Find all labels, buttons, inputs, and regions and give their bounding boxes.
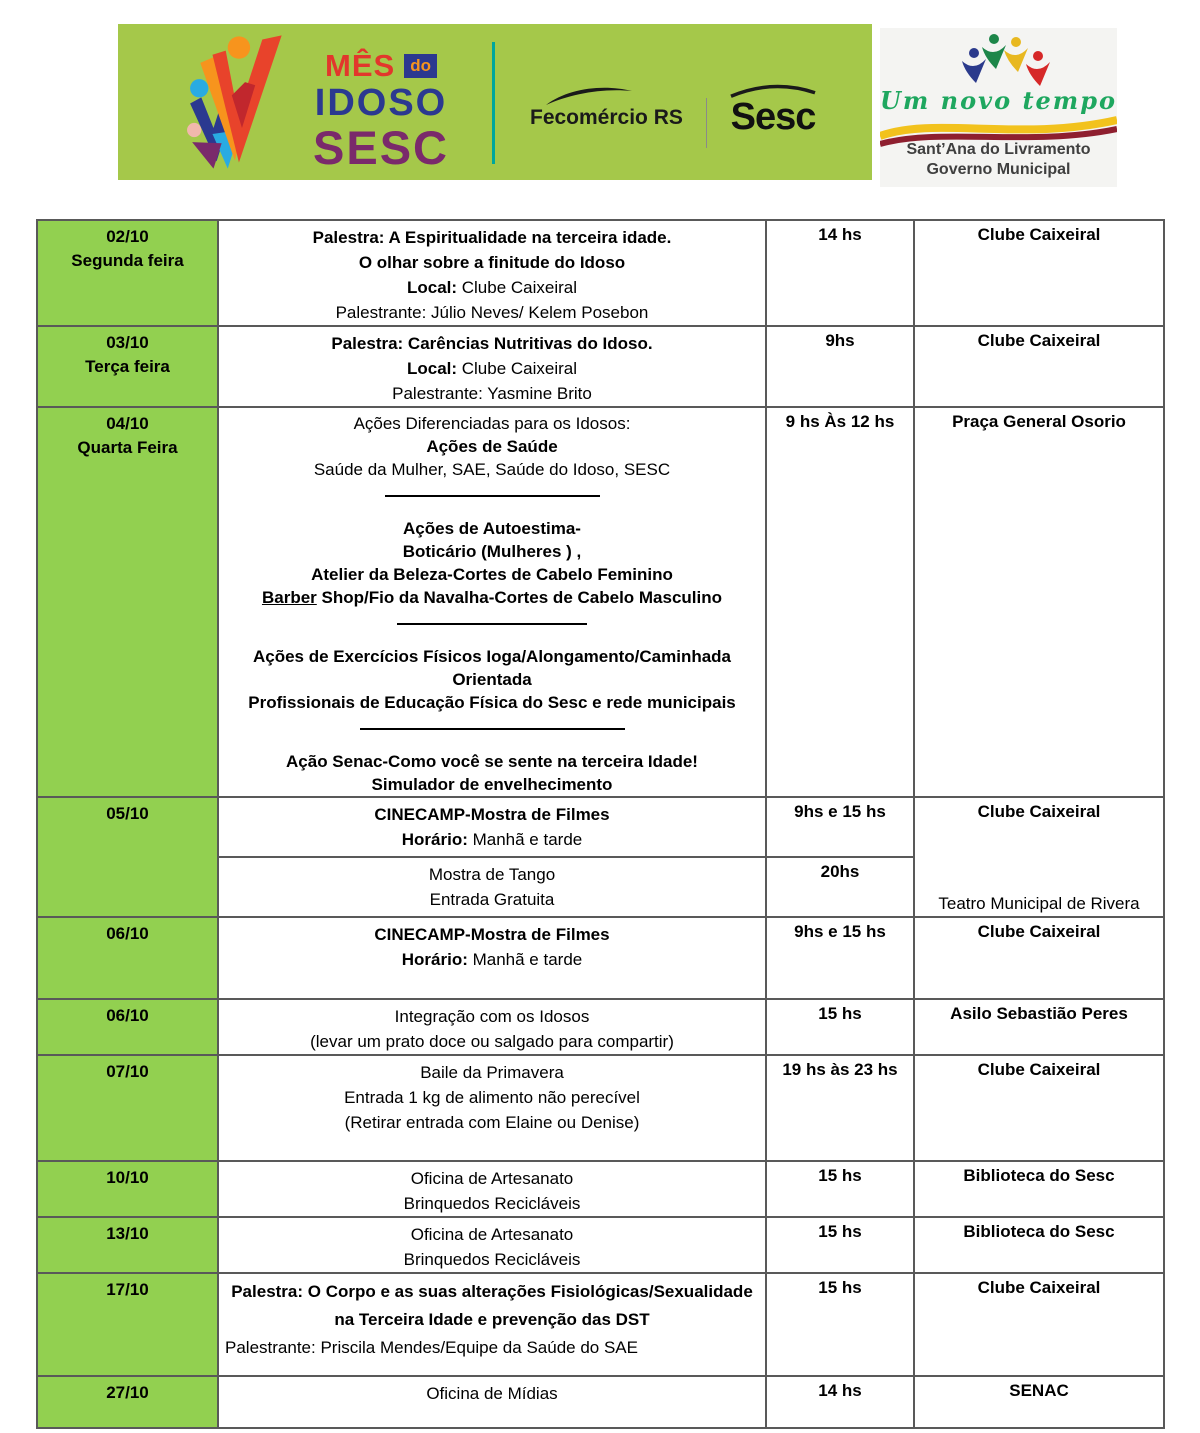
event-detail: Boticário (Mulheres ) , xyxy=(402,542,582,561)
location-secondary: Teatro Municipal de Rivera xyxy=(938,894,1140,913)
logo-separator xyxy=(706,98,707,148)
section-divider xyxy=(385,495,600,507)
event-detail: Barber Shop/Fio da Navalha-Cortes de Cabelo Masculino xyxy=(261,588,723,607)
event-title: Ações de Autoestima- xyxy=(403,519,581,538)
event-detail: Horário: Manhã e tarde xyxy=(401,950,583,969)
event-detail: Local: Clube Caixeiral xyxy=(406,278,578,297)
description-cell xyxy=(218,1217,766,1273)
date-cell: 04/10 Quarta Feira xyxy=(37,407,218,797)
gov-name: Governo Municipal xyxy=(926,161,1071,178)
date-cell: 03/10 Terça feira xyxy=(37,326,218,407)
city-name: Sant’Ana do Livramento xyxy=(906,141,1091,158)
schedule-row xyxy=(37,1273,1164,1376)
mes-idoso-logo xyxy=(296,48,466,174)
schedule-row xyxy=(37,1055,1164,1161)
schedule-row xyxy=(37,1161,1164,1217)
event-detail: Brinquedos Recicláveis xyxy=(403,1194,581,1213)
event-detail: (levar um prato doce ou salgado para compartir) xyxy=(310,1032,674,1051)
description-cell xyxy=(218,326,766,407)
time-cell: 9hs xyxy=(766,326,914,407)
slogan-script: Um novo tempo xyxy=(880,86,1117,115)
event-detail: Horário: Manhã e tarde xyxy=(401,830,583,849)
event-detail: Profissionais de Educação Física do Sesc e rede municipais xyxy=(248,693,736,712)
event-detail: (Retirar entrada com Elaine ou Denise) xyxy=(344,1113,640,1132)
time-cell: 15 hs xyxy=(766,1217,914,1273)
location-cell: Biblioteca do Sesc xyxy=(914,1161,1164,1217)
event-title: na Terceira Idade e prevenção das DST xyxy=(334,1310,650,1329)
event-title: Mostra de Tango xyxy=(428,865,556,884)
municipal-logo xyxy=(880,28,1117,187)
schedule-row xyxy=(37,326,1164,407)
event-detail: Entrada 1 kg de alimento não perecível xyxy=(344,1088,640,1107)
event-detail: Entrada Gratuita xyxy=(429,890,555,909)
time-cell: 14 hs xyxy=(766,1376,914,1428)
event-detail: Ações Diferenciadas para os Idosos: xyxy=(353,414,631,433)
event-detail: Brinquedos Recicláveis xyxy=(403,1250,581,1269)
event-title: Integração com os Idosos xyxy=(394,1007,590,1026)
fecomercio-label: Fecomércio RS xyxy=(530,106,683,129)
description-cell xyxy=(218,1055,766,1161)
logo-word-sesc: SESC xyxy=(313,121,449,174)
event-detail: Orientada xyxy=(452,670,532,689)
description-cell xyxy=(218,407,766,797)
municipal-figures-icon xyxy=(936,33,1060,91)
event-title: Baile da Primavera xyxy=(420,1063,564,1082)
date-cell: 06/10 xyxy=(37,917,218,999)
event-detail: Palestrante: Júlio Neves/ Kelem Posebon xyxy=(335,303,649,322)
time-cell: 15 hs xyxy=(766,999,914,1055)
fecomercio-logo xyxy=(530,84,700,130)
event-title: Ações de Exercícios Físicos Ioga/Alongamento/Caminhada xyxy=(252,647,732,666)
event-title: O olhar sobre a finitude do Idoso xyxy=(358,253,626,272)
description-cell xyxy=(218,220,766,326)
event-title: Ações de Saúde xyxy=(426,437,558,456)
description-cell xyxy=(218,999,766,1055)
location-cell: Clube Caixeiral xyxy=(914,917,1164,999)
time-cell: 9hs e 15 hs xyxy=(766,797,914,857)
schedule-row xyxy=(37,1217,1164,1273)
schedule-row xyxy=(37,407,1164,797)
location-cell: Biblioteca do Sesc xyxy=(914,1217,1164,1273)
event-title: Oficina de Artesanato xyxy=(410,1169,574,1188)
description-cell xyxy=(218,857,766,917)
teal-divider xyxy=(492,42,495,164)
schedule-row xyxy=(37,1376,1164,1428)
description-cell xyxy=(218,1376,766,1428)
location-cell: Clube Caixeiral xyxy=(914,1273,1164,1376)
time-cell: 14 hs xyxy=(766,220,914,326)
location-cell: Clube Caixeiral xyxy=(914,326,1164,407)
sesc-logo xyxy=(718,84,828,136)
location-cell: SENAC xyxy=(914,1376,1164,1428)
mes-idoso-figure-icon xyxy=(184,32,302,172)
event-title: Palestra: A Espiritualidade na terceira idade. xyxy=(312,228,672,247)
event-title: Ação Senac-Como você se sente na terceira Idade! xyxy=(286,752,698,771)
schedule-row xyxy=(37,917,1164,999)
event-detail: Local: Clube Caixeiral xyxy=(406,359,578,378)
time-cell: 15 hs xyxy=(766,1161,914,1217)
sesc-brand-label: Sesc xyxy=(730,96,816,138)
event-detail: Palestrante: Priscila Mendes/Equipe da Saúde do SAE xyxy=(225,1338,638,1357)
logo-word-idoso: IDOSO xyxy=(314,82,448,124)
event-title: CINECAMP-Mostra de Filmes xyxy=(374,805,610,824)
event-detail: Simulador de envelhecimento xyxy=(371,775,613,794)
time-cell: 15 hs xyxy=(766,1273,914,1376)
logo-word-do: do xyxy=(404,54,437,78)
event-title: Oficina de Artesanato xyxy=(410,1225,574,1244)
location-cell: Asilo Sebastião Peres xyxy=(914,999,1164,1055)
date-cell: 07/10 xyxy=(37,1055,218,1161)
date-cell: 02/10 Segunda feira xyxy=(37,220,218,326)
time-cell: 20hs xyxy=(766,857,914,917)
time-cell: 19 hs às 23 hs xyxy=(766,1055,914,1161)
description-cell xyxy=(218,1161,766,1217)
event-detail: Saúde da Mulher, SAE, Saúde do Idoso, SESC xyxy=(313,460,671,479)
date-cell: 05/10 xyxy=(37,797,218,917)
location-cell xyxy=(914,797,1164,917)
location-primary: Clube Caixeiral xyxy=(977,802,1101,821)
schedule-row xyxy=(37,797,1164,857)
schedule-row xyxy=(37,999,1164,1055)
date-cell: 10/10 xyxy=(37,1161,218,1217)
location-cell: Clube Caixeiral xyxy=(914,220,1164,326)
logo-word-mes: MÊS xyxy=(325,48,396,83)
description-cell xyxy=(218,917,766,999)
time-cell: 9hs e 15 hs xyxy=(766,917,914,999)
header-banner xyxy=(118,24,872,180)
event-title: CINECAMP-Mostra de Filmes xyxy=(374,925,610,944)
description-cell xyxy=(218,1273,766,1376)
description-cell xyxy=(218,797,766,857)
time-cell: 9 hs Às 12 hs xyxy=(766,407,914,797)
event-title: Oficina de Mídias xyxy=(426,1384,558,1403)
location-cell: Clube Caixeiral xyxy=(914,1055,1164,1161)
date-cell: 13/10 xyxy=(37,1217,218,1273)
schedule-row xyxy=(37,220,1164,326)
fecomercio-leaf-icon xyxy=(544,84,634,106)
event-title: Palestra: O Corpo e as suas alterações Fisiológicas/Sexualidade xyxy=(231,1282,753,1301)
event-detail: Palestrante: Yasmine Brito xyxy=(392,384,592,403)
event-title: Palestra: Carências Nutritivas do Idoso. xyxy=(331,334,653,353)
event-detail: Atelier da Beleza-Cortes de Cabelo Feminino xyxy=(311,565,673,584)
date-cell: 17/10 xyxy=(37,1273,218,1376)
section-divider xyxy=(360,728,625,740)
schedule-table xyxy=(36,219,1165,1429)
location-cell: Praça General Osorio xyxy=(914,407,1164,797)
section-divider xyxy=(397,623,587,635)
date-cell: 27/10 xyxy=(37,1376,218,1428)
date-cell: 06/10 xyxy=(37,999,218,1055)
